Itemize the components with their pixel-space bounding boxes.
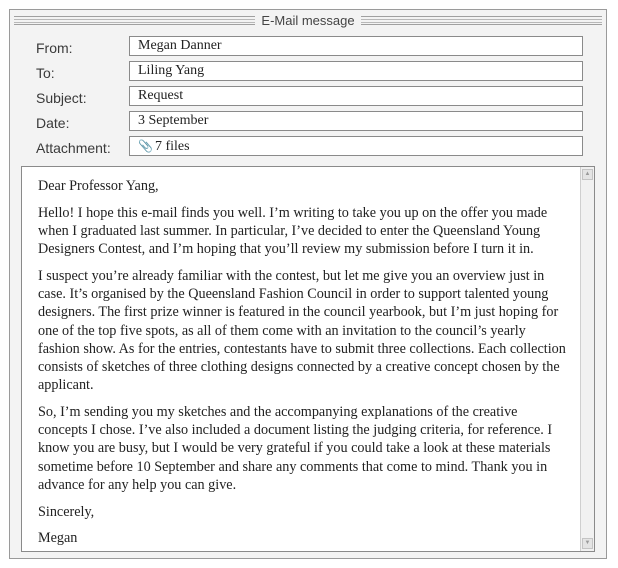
attachment-label: Attachment:	[36, 140, 111, 156]
title-rule-right	[361, 16, 602, 25]
subject-field[interactable]: Request	[129, 86, 583, 106]
attachment-row	[10, 136, 606, 161]
paragraph-3: So, I’m sending you my sketches and the accompanying explanations of the creative concepts I chose. I’ve also included a document listing the judging criteria, for reference. I know you are busy, but I would be very grateful if you could take a look at these materials sometime before 10 September and share any comments that come to mind. Thank you in advance for any help you can give.	[38, 404, 553, 493]
scroll-up-arrow-icon[interactable]: ▲	[582, 169, 593, 180]
vertical-scrollbar[interactable]	[580, 167, 594, 551]
paragraph-1: Hello! I hope this e-mail finds you well. I’m writing to take you up on the offer you made when I graduated last summer. In particular, I’ve decided to enter the Queensland Young Designers Contest, and I’m hoping that you’ll review my submission before I turn it in.	[38, 204, 548, 258]
scroll-down-arrow-icon[interactable]: ▼	[582, 538, 593, 549]
from-row	[10, 36, 606, 61]
subject-label: Subject:	[36, 90, 87, 106]
to-row	[10, 61, 606, 86]
email-window	[9, 9, 607, 559]
message-text	[38, 177, 568, 556]
paragraph-2: I suspect you’re already familiar with the contest, but let me give you an overview just in case. It’s organised by the Queensland Fashion Council in order to support talented young designers. The first prize winner is featured in the council yearbook, but I’m just hoping for one of the top five spots, as all of them come with an invitation to the council’s yearly fashion show. As for the entries, contestants have to submit three collections. Each collection consists of sketches of three clothing designs connected by a creative concept chosen by the applicant.	[38, 268, 566, 394]
title-bar	[10, 10, 606, 30]
attachment-field[interactable]	[129, 136, 583, 156]
greeting: Dear Professor Yang,	[38, 178, 159, 194]
to-field[interactable]: Liling Yang	[129, 61, 583, 81]
message-body[interactable]	[21, 166, 595, 552]
paperclip-icon[interactable]: 📎	[138, 139, 153, 153]
attachment-count: 7 files	[154, 139, 190, 154]
date-label: Date:	[36, 115, 70, 131]
from-field[interactable]: Megan Danner	[129, 36, 583, 56]
email-header	[10, 36, 606, 161]
title-rule-left	[14, 16, 255, 25]
to-label: To:	[36, 65, 55, 81]
closing: Sincerely,	[38, 503, 95, 520]
subject-row	[10, 86, 606, 111]
date-row	[10, 111, 606, 136]
signature: Megan	[38, 530, 78, 547]
from-label: From:	[36, 40, 73, 56]
date-field[interactable]: 3 September	[129, 111, 583, 131]
window-title: E-Mail message	[261, 12, 355, 28]
